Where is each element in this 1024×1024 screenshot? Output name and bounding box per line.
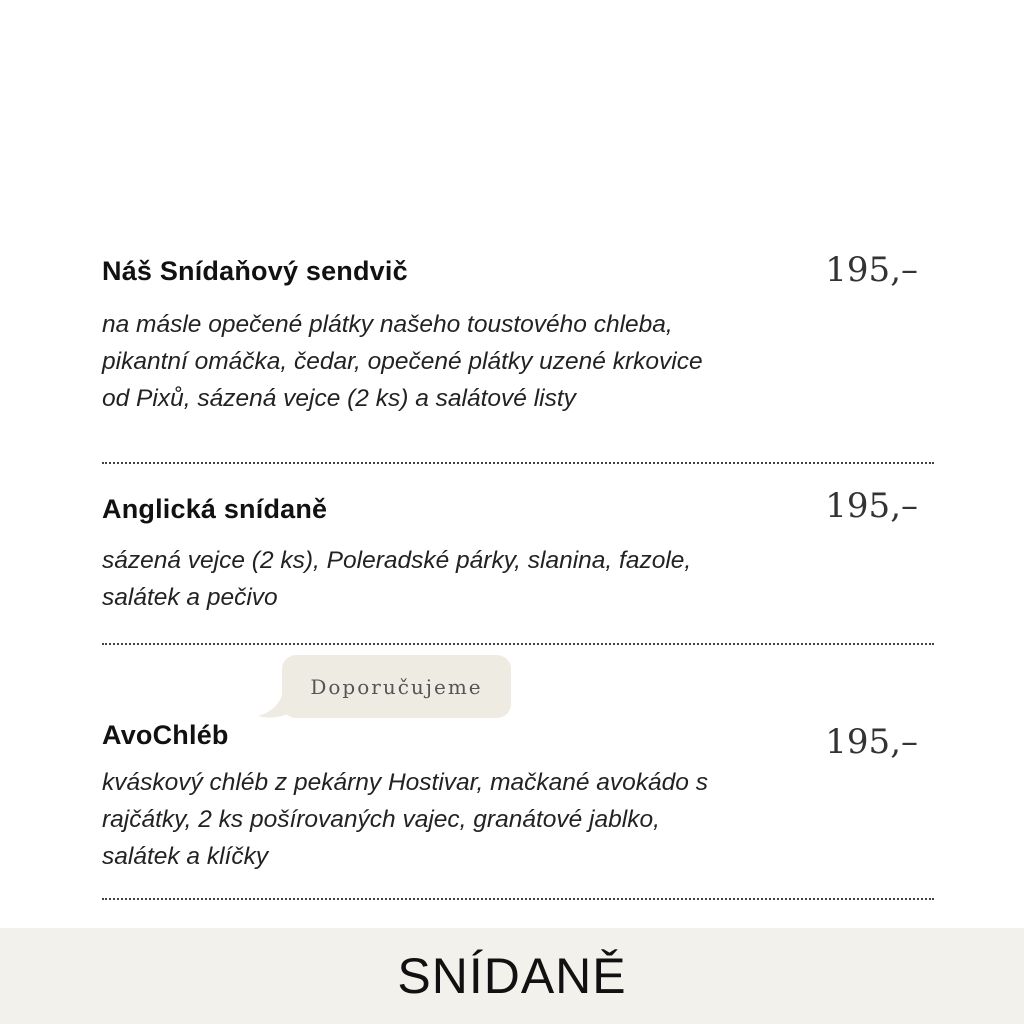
- item-name: AvoChléb: [102, 720, 229, 750]
- description-line: na másle opečené plátky našeho toustového chleba,: [102, 311, 673, 338]
- description-line: sázená vejce (2 ks), Poleradské párky, slanina, fazole,: [102, 547, 692, 574]
- description-line: salátek a pečivo: [102, 584, 278, 611]
- dotted-divider: [102, 462, 934, 464]
- item-description: [102, 542, 782, 616]
- item-price: 195,–: [825, 486, 918, 526]
- badge-label: Doporučujeme: [310, 674, 483, 699]
- description-line: pikantní omáčka, čedar, opečené plátky uzené krkovice: [102, 348, 703, 375]
- dotted-divider: [102, 643, 934, 645]
- item-name: Náš Snídaňový sendvič: [102, 256, 408, 286]
- item-description: [102, 764, 782, 875]
- item-name: Anglická snídaně: [102, 494, 328, 524]
- footer-band: [0, 928, 1024, 1024]
- menu-item-anglicka-snidane: [102, 486, 932, 626]
- description-line: kváskový chléb z pekárny Hostivar, mačkané avokádo s: [102, 769, 708, 796]
- description-line: rajčátky, 2 ks pošírovaných vajec, granátové jablko,: [102, 806, 660, 833]
- item-description: [102, 306, 782, 417]
- menu-item-sendvic: [102, 250, 932, 420]
- description-line: salátek a klíčky: [102, 843, 269, 870]
- dotted-divider: [102, 898, 934, 900]
- description-line: od Pixů, sázená vejce (2 ks) a salátové listy: [102, 385, 576, 412]
- item-price: 195,–: [825, 250, 918, 290]
- recommended-badge: [282, 655, 511, 718]
- menu-item-avochleb: [102, 720, 932, 880]
- section-title: SNÍDANĚ: [397, 948, 627, 1004]
- item-price: 195,–: [825, 722, 918, 762]
